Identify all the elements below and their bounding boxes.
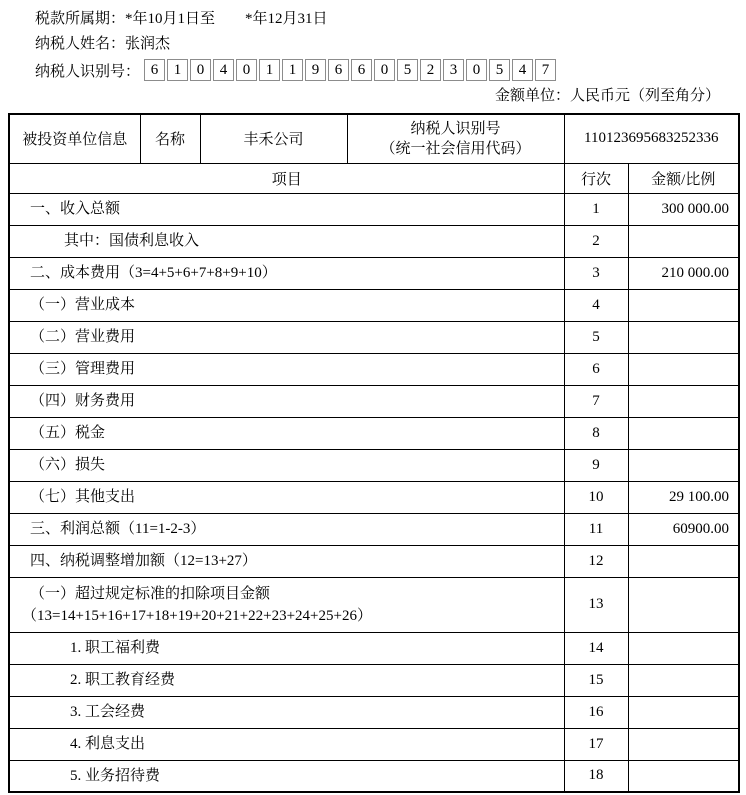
row-item-label: 1. 职工福利费 [9, 632, 564, 664]
table-row [9, 225, 739, 257]
row-item-label: 三、利润总额（11=1-2-3） [9, 513, 564, 545]
table-row [9, 289, 739, 321]
row-line-number: 14 [564, 632, 628, 664]
taxpayer-id-digit-box: 1 [167, 59, 188, 81]
table-body [9, 193, 739, 792]
row-amount-value: 210 000.00 [628, 257, 739, 289]
row-item-label: 4. 利息支出 [9, 728, 564, 760]
taxpayer-id-digit-box: 0 [236, 59, 257, 81]
row-line-number: 7 [564, 385, 628, 417]
entity-id-label-line1: 纳税人识别号 [410, 120, 501, 137]
invested-entity-row [9, 114, 739, 163]
taxpayer-name-line [35, 32, 746, 57]
column-header-item: 项目 [9, 163, 564, 193]
row-amount-value [628, 664, 739, 696]
taxpayer-id-digit-box: 4 [213, 59, 234, 81]
table-row [9, 385, 739, 417]
row-item-label: 二、成本费用（3=4+5+6+7+8+9+10） [9, 257, 564, 289]
row-line-number: 16 [564, 696, 628, 728]
row-line-number: 15 [564, 664, 628, 696]
row-line-number: 4 [564, 289, 628, 321]
row-item-label: 2. 职工教育经费 [9, 664, 564, 696]
table-row [9, 513, 739, 545]
row-amount-value [628, 321, 739, 353]
row-amount-value [628, 696, 739, 728]
taxpayer-id-digit-box: 0 [466, 59, 487, 81]
taxpayer-id-digit-box: 1 [259, 59, 280, 81]
row-item-label: （六）损失 [9, 449, 564, 481]
amount-unit-note: 金额单位：人民币元（列至角分） [494, 88, 720, 104]
taxpayer-id-digit-box: 0 [190, 59, 211, 81]
row-item-label: 其中：国债利息收入 [9, 225, 564, 257]
row-item-label: （七）其他支出 [9, 481, 564, 513]
table-row [9, 696, 739, 728]
taxpayer-id-digit-box: 2 [420, 59, 441, 81]
table-row [9, 632, 739, 664]
table-row [9, 193, 739, 225]
row-amount-value: 60900.00 [628, 513, 739, 545]
entity-name-label: 名称 [140, 114, 200, 163]
row-amount-value [628, 353, 739, 385]
row-line-number: 6 [564, 353, 628, 385]
row-amount-value [628, 385, 739, 417]
row-line-number: 9 [564, 449, 628, 481]
table-row [9, 760, 739, 792]
taxpayer-id-digit-box: 6 [144, 59, 165, 81]
table-row [9, 353, 739, 385]
entity-id-label [347, 114, 564, 163]
row-item-label: 5. 业务招待费 [9, 760, 564, 792]
taxpayer-id-line [35, 59, 746, 81]
taxpayer-id-digit-box: 1 [282, 59, 303, 81]
row-item-label: （五）税金 [9, 417, 564, 449]
invested-entity-group-label: 被投资单位信息 [9, 114, 140, 163]
row-amount-value [628, 728, 739, 760]
row-amount-value [628, 289, 739, 321]
taxpayer-id-digit-box: 5 [397, 59, 418, 81]
table-row [9, 664, 739, 696]
tax-period-line: 税款所属期：*年10月1日至 *年12月31日 [35, 11, 328, 27]
row-line-number: 10 [564, 481, 628, 513]
entity-name-value: 丰禾公司 [200, 114, 347, 163]
taxpayer-name-label: 纳税人姓名： [35, 36, 126, 52]
taxpayer-id-digit-box: 5 [489, 59, 510, 81]
entity-id-value: 110123695683252336 [564, 114, 739, 163]
row-item-label: 一、收入总额 [9, 193, 564, 225]
taxpayer-id-digit-box: 6 [328, 59, 349, 81]
column-header-amount: 金额/比例 [628, 163, 739, 193]
table-row [9, 728, 739, 760]
table-row [9, 449, 739, 481]
row-line-number: 2 [564, 225, 628, 257]
column-header-line: 行次 [564, 163, 628, 193]
row-item-label: （一）超过规定标准的扣除项目金额（13=14+15+16+17+18+19+20+21+22+23+24+25+26） [9, 577, 564, 632]
row-amount-value [628, 225, 739, 257]
row-line-number: 18 [564, 760, 628, 792]
taxpayer-name-value: 张润杰 [125, 36, 171, 52]
row-item-label: 四、纳税调整增加额（12=13+27） [9, 545, 564, 577]
row-line-number: 5 [564, 321, 628, 353]
form-header [0, 0, 746, 107]
entity-id-label-line2: （统一社会信用代码） [380, 140, 531, 157]
row-amount-value: 300 000.00 [628, 193, 739, 225]
taxpayer-id-digit-box: 0 [374, 59, 395, 81]
table-row [9, 545, 739, 577]
table-row [9, 257, 739, 289]
row-item-label: （四）财务费用 [9, 385, 564, 417]
row-amount-value: 29 100.00 [628, 481, 739, 513]
row-amount-value [628, 760, 739, 792]
row-line-number: 3 [564, 257, 628, 289]
table-row [9, 577, 739, 632]
row-item-label: （二）营业费用 [9, 321, 564, 353]
column-header-row [9, 163, 739, 193]
taxpayer-id-digit-box: 6 [351, 59, 372, 81]
row-line-number: 17 [564, 728, 628, 760]
table-row [9, 321, 739, 353]
row-amount-value [628, 449, 739, 481]
row-line-number: 12 [564, 545, 628, 577]
taxpayer-id-digit-box: 4 [512, 59, 533, 81]
row-item-label: （一）营业成本 [9, 289, 564, 321]
row-line-number: 1 [564, 193, 628, 225]
row-line-number: 11 [564, 513, 628, 545]
row-amount-value [628, 577, 739, 632]
row-amount-value [628, 417, 739, 449]
taxpayer-id-digit-box: 7 [535, 59, 556, 81]
row-line-number: 8 [564, 417, 628, 449]
table-row [9, 417, 739, 449]
row-amount-value [628, 632, 739, 664]
row-item-label: 3. 工会经费 [9, 696, 564, 728]
taxpayer-id-digit-box: 9 [305, 59, 326, 81]
row-line-number: 13 [564, 577, 628, 632]
taxpayer-id-label: 纳税人识别号： [35, 63, 141, 80]
row-amount-value [628, 545, 739, 577]
declaration-table [8, 113, 740, 793]
row-item-label: （三）管理费用 [9, 353, 564, 385]
taxpayer-id-digit-box: 3 [443, 59, 464, 81]
taxpayer-id-boxes [144, 59, 558, 81]
table-row [9, 481, 739, 513]
